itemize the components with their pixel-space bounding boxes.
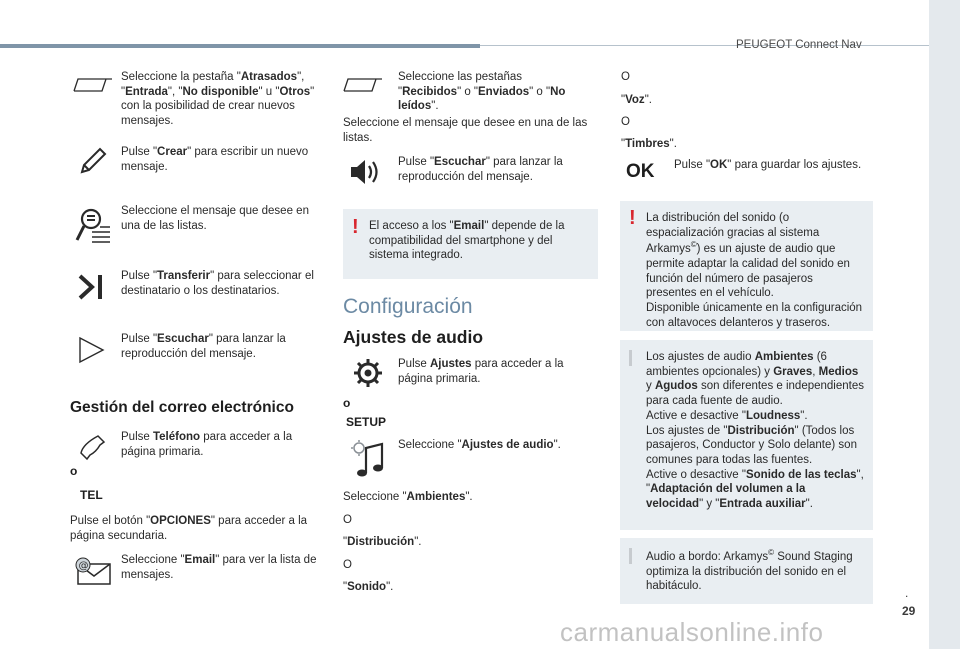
col3-para2: "Timbres". xyxy=(621,138,677,150)
warning-text: El acceso a los "Email" depende de la compatibilidad del smartphone y del sistema integrado. xyxy=(369,220,565,262)
col2-para4: "Sonido". xyxy=(343,581,394,593)
col2-or: o xyxy=(343,396,351,410)
col1-item4-text: Pulse "Transferir" para seleccionar el destinatario o los destinatarios. xyxy=(121,270,314,297)
speaker-icon xyxy=(348,156,384,188)
audio-info-box xyxy=(620,340,873,530)
tab-icon xyxy=(72,75,114,95)
col2-item4-text: Seleccione "Ajustes de audio". xyxy=(398,439,561,451)
section-audio-title: Ajustes de audio xyxy=(343,327,484,347)
pencil-icon xyxy=(78,146,108,176)
top-accent-bar xyxy=(0,44,480,48)
arkamys-info-text: Audio a bordo: Arkamys© Sound Staging optimiza la distribución del sonido en el habitáculo. xyxy=(646,548,853,593)
col2-para1: Seleccione el mensaje que desee en una de las listas. xyxy=(343,117,588,144)
col3-item1-text: Pulse "OK" para guardar los ajustes. xyxy=(674,159,862,171)
col1-item5-text: Pulse "Escuchar" para lanzar la reproducción del mensaje. xyxy=(121,333,286,360)
col2-or2: O xyxy=(343,514,352,526)
audio-info-text: Los ajustes de audio Ambientes (6 ambientes opcionales) y Graves, Medios y Agudos son diferentes e independientes para cada fuente de audio. Active e desactive "Loudness". Los ajustes de "Distribución" (Todos los pasajeros, Conductor y Solo delante) son comunes para todas las fuentes. Active o desactive "Sonido de las teclas", "Adaptación del volumen a la velocidad" y "Entrada auxiliar". xyxy=(646,351,864,511)
col1-item6-text: Pulse Teléfono para acceder a la página primaria. xyxy=(121,431,293,458)
email-icon xyxy=(72,556,114,586)
distribution-warning-text: La distribución del sonido (o espacialización gracias al sistema Arkamys©) es un ajuste de audio que permite adaptar la calidad del sonido en función del número de pasajeros presentes en el vehículo. Disponible únicamente en la configuración con altavoces delanteros y traseros. xyxy=(646,212,863,329)
section-email-title: Gestión del correo electrónico xyxy=(70,399,294,416)
col1-item7-text: Seleccione "Email" para ver la lista de mensajes. xyxy=(121,554,317,581)
col2-item2-text: Pulse "Escuchar" para lanzar la reproducción del mensaje. xyxy=(398,156,563,183)
setup-label: SETUP xyxy=(346,415,387,429)
warning-icon: ! xyxy=(352,216,359,238)
info-icon xyxy=(629,350,632,366)
audio-settings-icon xyxy=(350,438,386,478)
col3-para1: "Voz". xyxy=(621,94,652,106)
col3-or1: O xyxy=(621,71,630,83)
col2-para3: "Distribución". xyxy=(343,536,422,548)
phone-icon xyxy=(78,432,108,462)
info-icon-2 xyxy=(629,548,632,564)
footer-bullet: . xyxy=(905,586,909,600)
header-title: PEUGEOT Connect Nav xyxy=(736,39,862,51)
page-number: 29 xyxy=(902,604,916,618)
distribution-warning-box xyxy=(620,201,873,331)
arkamys-info-box xyxy=(620,538,873,604)
col2-para2: Seleccione "Ambientes". xyxy=(343,491,473,503)
col1-or: o xyxy=(70,464,78,478)
col3-or2: O xyxy=(621,116,630,128)
list-select-icon xyxy=(74,204,112,246)
warning-icon-2: ! xyxy=(629,207,636,229)
right-sidebar xyxy=(929,0,960,649)
col1-item1-text: Seleccione la pestaña "Atrasados", "Entrada", "No disponible" u "Otros" con la posibilidad de crear nuevos mensajes. xyxy=(121,71,315,128)
email-warning-box xyxy=(343,209,598,279)
svg-text:@: @ xyxy=(78,560,89,572)
col2-item3-text: Pulse Ajustes para acceder a la página primaria. xyxy=(398,358,564,385)
forward-icon xyxy=(76,272,108,302)
col1-item3-text: Seleccione el mensaje que desee en una de las listas. xyxy=(121,205,309,232)
tel-label: TEL xyxy=(80,488,103,502)
watermark: carmanualsonline.info xyxy=(560,617,824,647)
col2-item1-text: Seleccione las pestañas "Recibidos" o "Enviados" o "No leídos". xyxy=(398,71,566,113)
gear-icon xyxy=(352,357,384,389)
col2-or3: O xyxy=(343,559,352,571)
ok-label: OK xyxy=(626,161,655,182)
col1-para1: Pulse el botón "OPCIONES" para acceder a la página secundaria. xyxy=(70,515,308,542)
chapter-title: Configuración xyxy=(343,295,473,318)
play-icon xyxy=(76,335,108,365)
col1-item2-text: Pulse "Crear" para escribir un nuevo mensaje. xyxy=(121,146,309,173)
tab-icon-2 xyxy=(342,75,384,95)
